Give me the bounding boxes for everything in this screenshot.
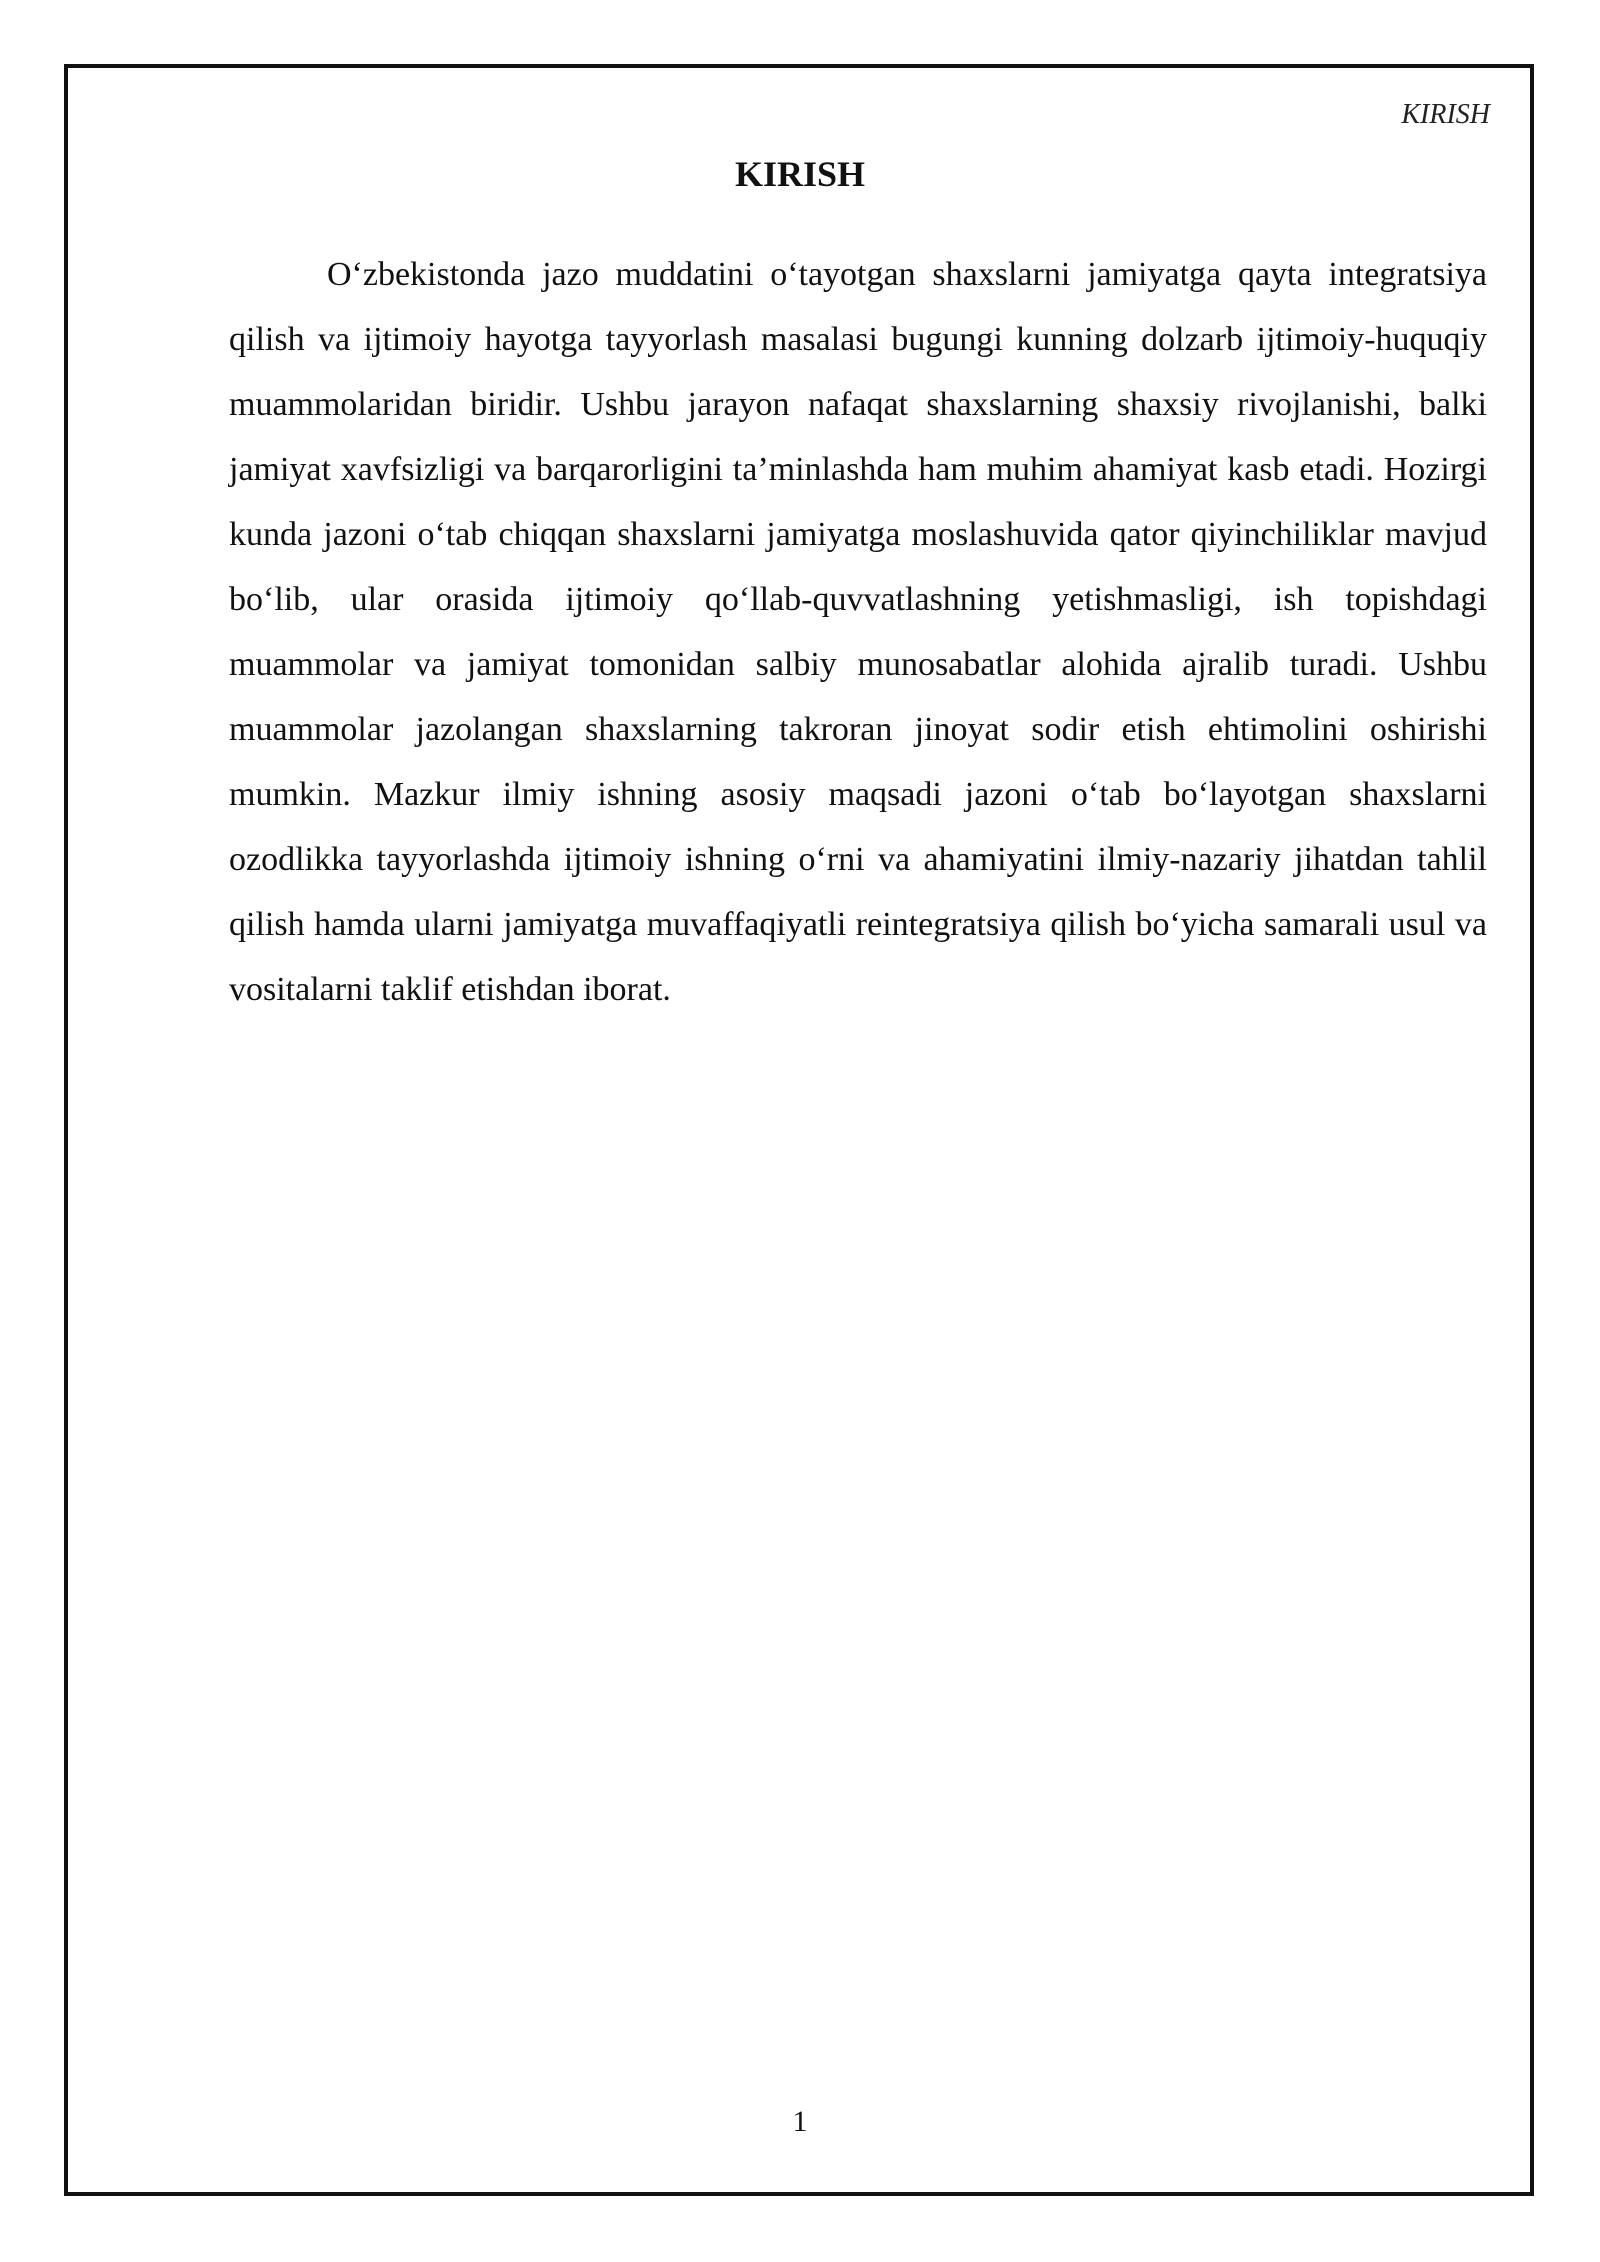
- running-header: KIRISH: [1401, 99, 1490, 130]
- page-number: 1: [792, 2105, 808, 2138]
- body-paragraph: O‘zbekistonda jazo muddatini o‘tayotgan shaxslarni jamiyatga qayta integratsiya qilish va ijtimoiy hayotga tayyorlash masalasi bugungi kunning dolzarb ijtimoiy-huquqiy muammolaridan biridir. Ushbu jarayon nafaqat shaxslarning shaxsiy rivojlanishi, balki jamiyat xavfsizligi va barqarorligini ta’minlashda ham muhim ahamiyat kasb etadi. Hozirgi kunda jazoni o‘tab chiqqan shaxslarni jamiyatga moslashuvida qator qiyinchiliklar mavjud bo‘lib, ular orasida ijtimoiy qo‘llab-quvvatlashning yetishmasligi, ish topishdagi muammolar va jamiyat tomonidan salbiy munosabatlar alohida ajralib turadi. Ushbu muammolar jazolangan shaxslarning takroran jinoyat sodir etish ehtimolini oshirishi mumkin. Mazkur ilmiy ishning asosiy maqsadi jazoni o‘tab bo‘layotgan shaxslarni ozodlikka tayyorlashda ijtimoiy ishning o‘rni va ahamiyatini ilmiy-nazariy jihatdan tahlil qilish hamda ularni jamiyatga muvaffaqiyatli reintegratsiya qilish bo‘yicha samarali usul va vositalarni taklif etishdan iborat.: [229, 256, 1487, 1008]
- page-title: KIRISH: [734, 154, 866, 194]
